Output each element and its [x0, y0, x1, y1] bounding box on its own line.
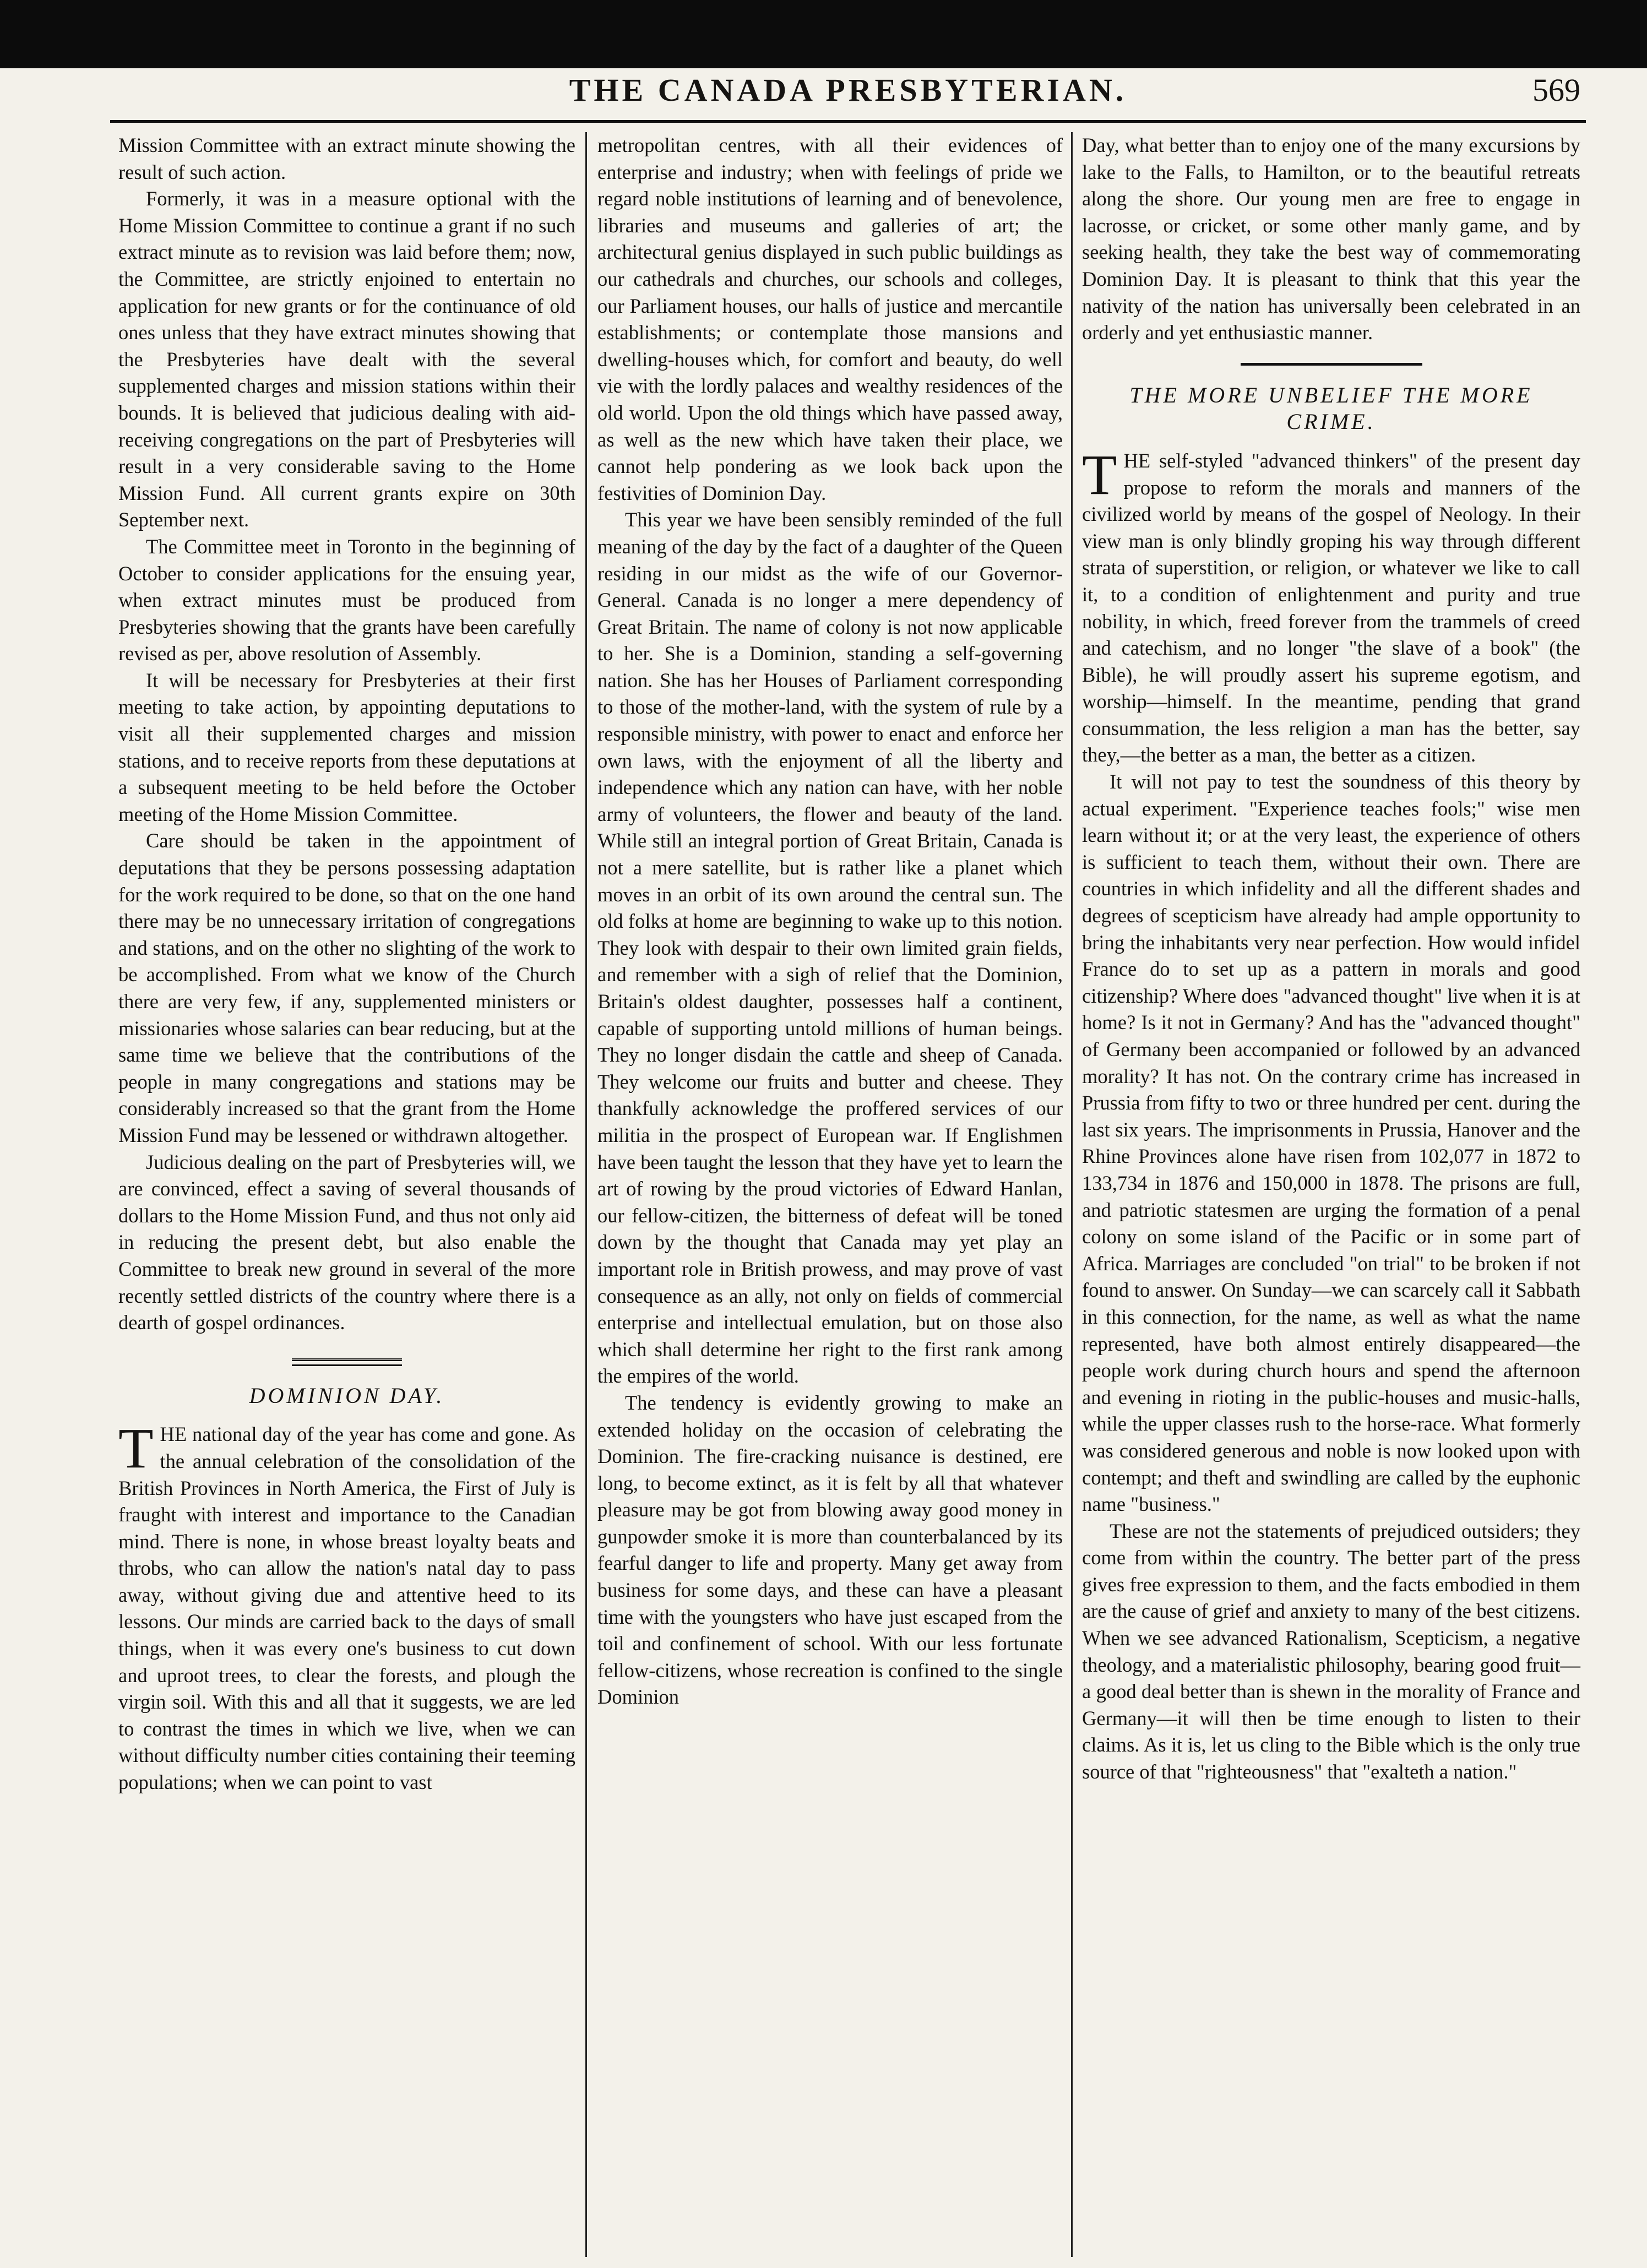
- paragraph: This year we have been sensibly reminded of the full meaning of the day by the fact of a daughter of the Queen residing in our midst as the wife of our Governor-General. Canada is no longer a mere dependency of Great Britain. The name of colony is not now applicable to her. She is a Dominion, standing a self-governing nation. She has her Houses of Parliament corresponding to those of the mother-land, with the system of rule by a responsible ministry, with power to enact and enforce her own laws, with the enjoyment of all the liberty and independence which any nation can have, with her noble army of volunteers, the flower and beauty of the land. While still an integral portion of Great Britain, Canada is not a mere satellite, but is rather like a planet which moves in an orbit of its own around the central sun. The old folks at home are beginning to wake up to this notion. They look with despair to their own limited grain fields, and remember with a sigh of relief that the Dominion, Britain's oldest daughter, possesses half a continent, capable of supporting untold millions of human beings. They no longer disdain the cattle and sheep of Canada. They welcome our fruits and butter and cheese. They thankfully acknowledge the proffered services of our militia in the prospect of European war. If Englishmen have been taught the lesson that they have yet to learn the art of rowing by the proud victories of Edward Hanlan, our fellow-citizen, the bitterness of defeat will be toned down by the thought that Canada may yet play an important role in British prowess, and may prove of vast consequence as an ally, not only on fields of commercial enterprise and intellectual emulation, but on those also which shall determine her right to the first rank among the empires of the world.: [597, 508, 1063, 1388]
- paragraph-unbelief: [1082, 443, 1580, 769]
- paragraph: These are not the statements of prejudiced outsiders; they come from within the country. The better part of the press gives free expression to them, and the facts embodied in them are the cause of grief and anxiety to many of the best citizens. When we see advanced Rationalism, Scepticism, a negative theology, and a materialistic philosophy, bearing good fruit—a good deal better than is shewn in the morality of France and Germany—it will then be time enough to listen to their claims. As it is, let us cling to the Bible which is the only true source of that "righteousness" that "exalteth a nation.": [1082, 1519, 1580, 1783]
- top-border-bar-lower: [0, 61, 1647, 68]
- paragraph-text: HE national day of the year has come and gone. As the annual celebration of the consolidation of the British Provinces in North America, the First of July is fraught with interest and importance to the Canadian mind. There is none, in whose breast loyalty beats and throbs, who can allow the nation's natal day to pass away, without giving due and attentive heed to its lessons. Our minds are carried back to the days of small things, when it was every one's business to cut down and uproot trees, to clear the forests, and plough the virgin soil. With this and all that it suggests, we are led to contrast the times in which we live, when we can without difficulty number cities containing their teeming populations; when we can point to vast: [118, 1423, 575, 1794]
- top-border-bar: [0, 0, 1647, 61]
- column-1: [118, 132, 575, 2251]
- column-2: [597, 132, 1063, 2251]
- paragraph: Day, what better than to enjoy one of the many excursions by lake to the Falls, to Hamilton, or to the beautiful retreats along the shore. Our young men are free to engage in lacrosse, or cricket, or some other manly game, and by seeking health, they take the best way of commemorating Dominion Day. It is pleasant to think that this year the nativity of the nation has universally been celebrated in an orderly and yet enthusiastic manner.: [1082, 134, 1580, 344]
- header-rule: [110, 120, 1586, 123]
- paragraph: Mission Committee with an extract minute showing the result of such action.: [118, 134, 575, 183]
- section-heading-unbelief-crime: THE MORE UNBELIEF THE MORE CRIME.: [1129, 382, 1533, 434]
- column-3: [1082, 132, 1580, 2251]
- paragraph: It will be necessary for Presbyteries at their first meeting to take action, by appointing deputations to visit all their supplemented charges and mission stations, and to receive reports from these deputations at a subsequent meeting to be held before the October meeting of the Home Mission Committee.: [118, 668, 575, 825]
- paragraph: Formerly, it was in a measure optional with the Home Mission Committee to continue a grant if no such extract minute as to revision was laid before them; now, the Committee, are strictly enjoined to entertain no application for new grants or for the continuance of old ones unless that they have extract minutes showing that the Presbyteries have dealt with the several supplemented charges and mission stations within their bounds. It is believed that judicious dealing with aid-receiving congregations on the part of Presbyteries will result in a very considerable saving to the Home Mission Fund. All current grants expire on 30th September next.: [118, 187, 575, 531]
- journal-title: THE CANADA PRESBYTERIAN.: [569, 72, 1127, 108]
- drop-cap: T: [1082, 443, 1117, 507]
- column-divider: [1071, 132, 1073, 2257]
- paragraph: It will not pay to test the soundness of this theory by actual experiment. "Experience teaches fools;" wise men learn without it; or at the very least, the experience of others is sufficient to teach them, without their own. There are countries in which infidelity and all the different shades and degrees of scepticism have already had ample opportunity to bring the inhabitants very near perfection. How would infidel France do to set up as a pattern in morals and good citizenship? Where does "advanced thought" live when it is at home? Is it not in Germany? And has the "advanced thought" of Germany been accompanied or followed by an advanced morality? It has not. On the contrary crime has increased in Prussia from fifty to two or three hundred per cent. during the last six years. The imprisonments in Prussia, Hanover and the Rhine Provinces alone have risen from 102,077 in 1872 to 133,734 in 1876 and 150,000 in 1878. The prisons are full, and patriotic statesmen are urging the formation of a penal colony on some island of the Pacific or in some part of Africa. Marriages are concluded "on trial" to be broken if not found to answer. On Sunday—we can scarcely call it Sabbath in this connection, for the name, as well as what the name represented, have both almost entirely disappeared—the people work during church hours and spend the afternoon and evening in rioting in the public-houses and music-halls, while the upper classes rush to the horse-race. What formerly was considered generous and noble is now looked upon with contempt; and theft and swindling are called by the euphonic name "business.": [1082, 770, 1580, 1516]
- drop-cap: T: [118, 1417, 154, 1481]
- section-rule: [1241, 363, 1422, 366]
- page-number: 569: [1532, 72, 1580, 108]
- column-divider: [585, 132, 587, 2257]
- paragraph: The Committee meet in Toronto in the beginning of October to consider applications for the ensuing year, when extract minutes must be produced from Presbyteries showing that the grants have been carefully revised as per, above resolution of Assembly.: [118, 535, 575, 665]
- section-ornament: [292, 1358, 402, 1366]
- paragraph-dominion-day: [118, 1417, 575, 1796]
- paragraph: metropolitan centres, with all their evidences of enterprise and industry; when with feelings of pride we regard noble institutions of learning and of benevolence, libraries and museums and galleries of art; the architectural genius displayed in such public buildings as our cathedrals and churches, our schools and colleges, our Parliament houses, our halls of justice and mercantile establishments; or contemplate those mansions and dwelling-houses which, for comfort and beauty, do well vie with the lordly palaces and wealthy residences of the old world. Upon the old things which have passed away, as well as the new which have taken their place, we cannot help pondering as we look back upon the festivities of Dominion Day.: [597, 134, 1063, 504]
- section-heading-dominion-day: DOMINION DAY.: [249, 1383, 445, 1408]
- page-header: [116, 72, 1580, 121]
- paragraph: The tendency is evidently growing to make an extended holiday on the occasion of celebrating the Dominion. The fire-cracking nuisance is destined, ere long, to become extinct, as it is felt by all that whatever pleasure may be got from blowing away good money in gunpowder smoke it is more than counterbalanced by its fearful danger to life and property. Many get away from business for some days, and these can have a pleasant time with the youngsters who have just escaped from the toil and confinement of school. With our less fortunate fellow-citizens, whose recreation is confined to the single Dominion: [597, 1391, 1063, 1709]
- paragraph-text: HE self-styled "advanced thinkers" of the present day propose to reform the morals and manners of the civilized world by means of the gospel of Neology. In their view man is only blindly groping his way through different strata of superstition, or religion, or whatever we like to call it, to a condition of enlightenment and purity and true nobility, in which, freed forever from the trammels of creed and catechism, and no longer "the slave of a book" (the Bible), he will proudly assert his supreme egotism, and worship—himself. In the meantime, pending that grand consummation, the less religion a man has the better, say they,—the better as a man, the better as a citizen.: [1082, 449, 1580, 766]
- paragraph: Judicious dealing on the part of Presbyteries will, we are convinced, effect a saving of several thousands of dollars to the Home Mission Fund, and thus not only aid in reducing the present debt, but also enable the Committee to break new ground in several of the more recently settled districts of the country where there is a dearth of gospel ordinances.: [118, 1150, 575, 1334]
- paragraph: Care should be taken in the appointment of deputations that they be persons possessing adaptation for the work required to be done, so that on the one hand there may be no unnecessary irritation of congregations and stations, and on the other no slighting of the work to be accomplished. From what we know of the Church there are very few, if any, supplemented ministers or missionaries whose salaries can bear reducing, but at the same time we believe that the contributions of the people in many congregations and stations may be considerably increased so that the grant from the Home Mission Fund may be lessened or withdrawn altogether.: [118, 829, 575, 1146]
